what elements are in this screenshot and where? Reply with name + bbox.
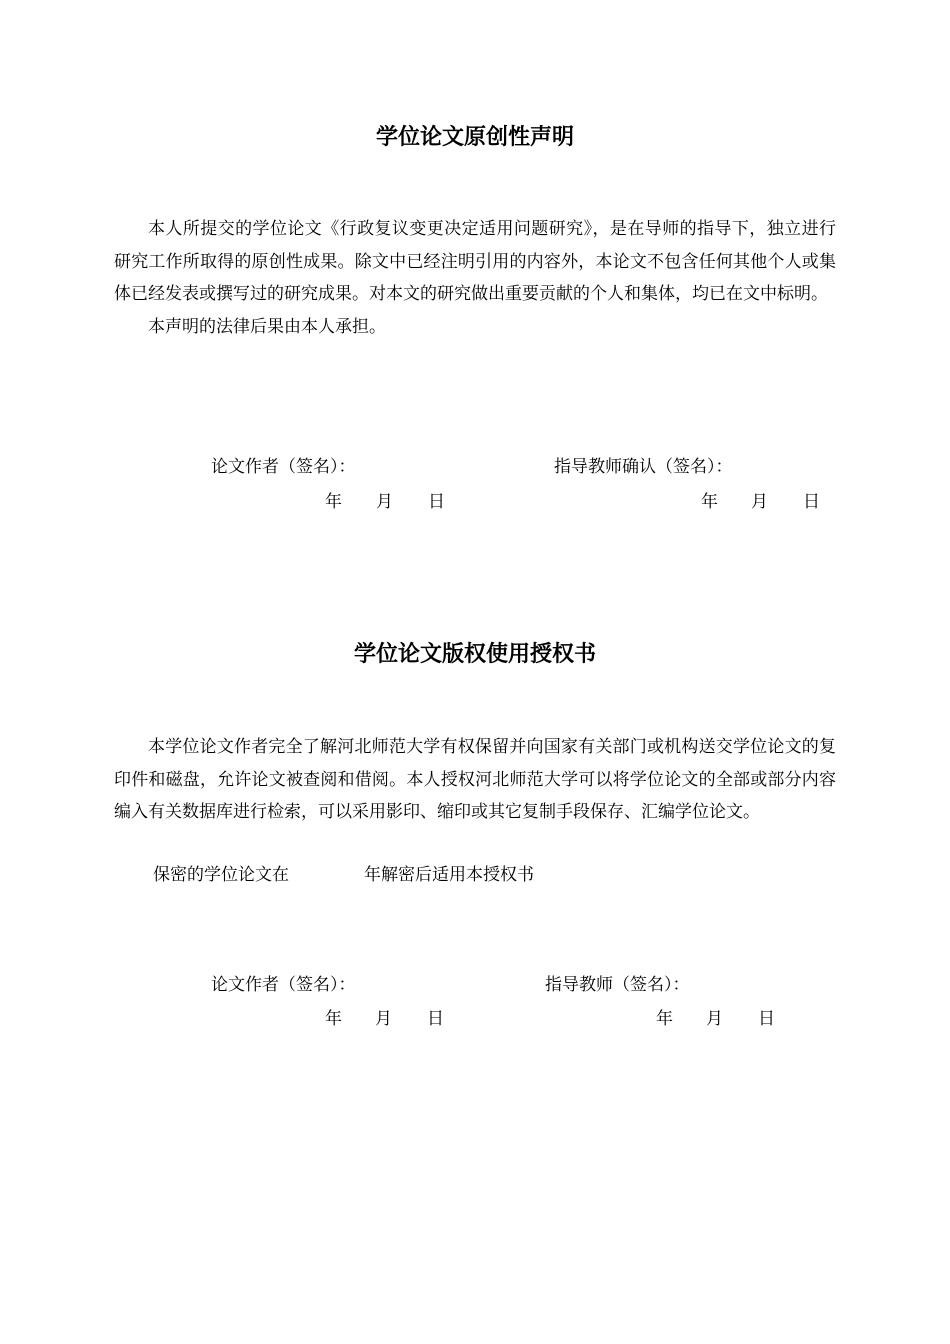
date-month: 月 xyxy=(375,1009,392,1029)
date-month: 月 xyxy=(751,492,768,512)
declaration-advisor-sign-label: 指导教师确认（签名）： xyxy=(554,457,733,477)
date-year: 年 xyxy=(325,1009,342,1029)
declaration-author-date xyxy=(325,490,445,514)
authorization-author-sign-label: 论文作者（签名）： xyxy=(211,975,356,995)
declaration-paragraph: 本人所提交的学位论文《行政复议变更决定适用问题研究》，是在导师的指导下，独立进行研究工作所取得的原创性成果。除文中已经注明引用的内容外，本论文不包含任何其他个人或集体已经发表或撰写过的研究成果。对本文的研究做出重要贡献的个人和集体，均已在文中标明。 xyxy=(114,219,836,304)
declaration-author-sign-label: 论文作者（签名）： xyxy=(211,457,356,477)
authorization-advisor-sign-label: 指导教师（签名）： xyxy=(545,975,690,995)
date-year: 年 xyxy=(701,492,718,512)
date-day: 日 xyxy=(427,1009,444,1029)
authorization-body xyxy=(114,731,836,829)
authorization-title: 学位论文版权使用授权书 xyxy=(353,642,596,667)
declaration-paragraph: 本声明的法律后果由本人承担。 xyxy=(148,316,386,337)
date-day: 日 xyxy=(803,492,820,512)
date-day: 日 xyxy=(758,1009,775,1029)
authorization-author-date xyxy=(325,1007,444,1031)
date-day: 日 xyxy=(428,492,445,512)
secret-suffix: 年解密后适用本授权书 xyxy=(364,865,534,885)
date-month: 月 xyxy=(376,492,393,512)
date-year: 年 xyxy=(656,1009,673,1029)
date-month: 月 xyxy=(706,1009,723,1029)
authorization-advisor-date xyxy=(656,1007,775,1031)
date-year: 年 xyxy=(325,492,342,512)
declaration-body xyxy=(114,213,836,343)
authorization-paragraph: 本学位论文作者完全了解河北师范大学有权保留并向国家有关部门或机构送交学位论文的复印件和磁盘，允许论文被查阅和借阅。本人授权河北师范大学可以将学位论文的全部或部分内容编入有关数据库进行检索，可以采用影印、缩印或其它复制手段保存、汇编学位论文。 xyxy=(114,737,836,822)
declaration-title: 学位论文原创性声明 xyxy=(375,125,574,150)
declaration-advisor-date xyxy=(701,490,820,514)
secret-prefix: 保密的学位论文在 xyxy=(153,865,289,885)
